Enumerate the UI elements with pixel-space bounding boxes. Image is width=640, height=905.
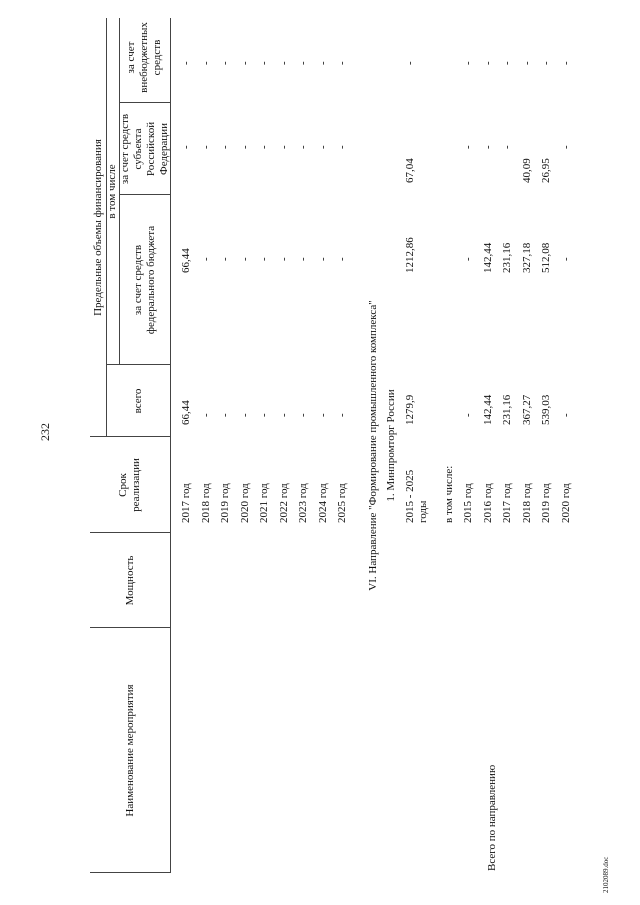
cell-total: - bbox=[238, 413, 251, 417]
table-row bbox=[294, 18, 313, 873]
table-row bbox=[216, 18, 235, 873]
cell-total: 367,27 bbox=[520, 394, 533, 425]
cell-extra: - bbox=[258, 61, 270, 65]
cell-extra: - bbox=[336, 61, 348, 65]
summary-regional: 67,04 bbox=[404, 158, 416, 183]
cell-federal: - bbox=[219, 257, 231, 261]
cell-extra: - bbox=[520, 61, 533, 65]
including-label: в том числе: bbox=[443, 465, 455, 523]
cell-total: 66,44 bbox=[180, 400, 192, 425]
cell-period: 2023 год bbox=[297, 483, 309, 523]
table-row bbox=[518, 18, 537, 873]
table-row bbox=[236, 18, 255, 873]
cell-period: 2016 год bbox=[481, 483, 494, 523]
cell-period: 2015 год bbox=[462, 483, 474, 523]
cell-total: - bbox=[559, 413, 572, 417]
summary-total: 1279,9 bbox=[404, 394, 416, 425]
header-period: Срок реализации bbox=[117, 458, 142, 512]
subsection-title-text: 1. Минпромторг России bbox=[385, 389, 397, 502]
cell-extra: - bbox=[238, 61, 251, 65]
cell-period: 2022 год bbox=[277, 483, 290, 523]
table-row bbox=[177, 18, 196, 873]
cell-regional: - bbox=[316, 145, 329, 149]
rotated-table bbox=[90, 18, 572, 873]
summary-extra: - bbox=[404, 61, 416, 65]
cell-period: 2017 год bbox=[180, 483, 192, 523]
cell-regional: - bbox=[462, 145, 474, 149]
table-row bbox=[557, 18, 576, 873]
cell-regional: - bbox=[180, 145, 192, 149]
cell-regional: - bbox=[258, 145, 270, 149]
cell-regional: - bbox=[297, 145, 309, 149]
cell-extra: - bbox=[540, 61, 552, 65]
header-including: в том числе bbox=[106, 164, 118, 219]
cell-regional: 40,09 bbox=[520, 158, 533, 183]
header-federal: за счет средств федерального бюджета bbox=[131, 225, 157, 335]
cell-federal: - bbox=[277, 257, 290, 261]
cell-federal: 327,18 bbox=[520, 242, 533, 273]
cell-period: 2021 год bbox=[258, 483, 270, 523]
table-row bbox=[498, 18, 517, 873]
cell-extra: - bbox=[316, 61, 329, 65]
section-title-text: VI. Направление "Формирование промышленного комплекса" bbox=[367, 300, 379, 591]
cell-total: - bbox=[336, 413, 348, 417]
cell-period: 2020 год bbox=[238, 483, 251, 523]
cell-extra: - bbox=[481, 61, 494, 65]
cell-total: - bbox=[462, 413, 474, 417]
cell-federal: - bbox=[297, 257, 309, 261]
cell-total: - bbox=[258, 413, 270, 417]
cell-total: - bbox=[316, 413, 329, 417]
cell-total: 142,44 bbox=[481, 394, 494, 425]
cell-total: - bbox=[219, 413, 231, 417]
cell-total: 231,16 bbox=[501, 394, 513, 425]
cell-period: 2018 год bbox=[520, 483, 533, 523]
table-row bbox=[459, 18, 478, 873]
cell-total: - bbox=[277, 413, 290, 417]
table-row bbox=[479, 18, 498, 873]
cell-extra: - bbox=[180, 61, 192, 65]
cell-regional: - bbox=[199, 145, 212, 149]
including-label-row bbox=[440, 18, 459, 873]
header-limits: Предельные объемы финансирования bbox=[91, 139, 104, 316]
cell-period: 2018 год bbox=[199, 483, 212, 523]
header-capacity: Мощность bbox=[123, 555, 136, 606]
cell-regional: - bbox=[219, 145, 231, 149]
cell-period: 2019 год bbox=[219, 483, 231, 523]
cell-regional: 26,95 bbox=[540, 158, 552, 183]
cell-federal: - bbox=[199, 257, 212, 261]
cell-regional: - bbox=[481, 145, 494, 149]
summary-name: Всего по направлению bbox=[486, 764, 498, 871]
cell-extra: - bbox=[219, 61, 231, 65]
cell-extra: - bbox=[199, 61, 212, 65]
table-row bbox=[314, 18, 333, 873]
summary-federal: 1212,86 bbox=[404, 237, 416, 273]
table-row bbox=[333, 18, 352, 873]
cell-federal: - bbox=[316, 257, 329, 261]
cell-federal: - bbox=[238, 257, 251, 261]
cell-federal: - bbox=[336, 257, 348, 261]
header-name: Наименование мероприятия bbox=[123, 684, 136, 817]
table-row bbox=[197, 18, 216, 873]
cell-period: 2019 год bbox=[540, 483, 552, 523]
cell-regional: - bbox=[501, 145, 513, 149]
table-row bbox=[255, 18, 274, 873]
cell-extra: - bbox=[462, 61, 474, 65]
cell-extra: - bbox=[559, 61, 572, 65]
cell-extra: - bbox=[297, 61, 309, 65]
cell-federal: 231,16 bbox=[501, 242, 513, 273]
table-row bbox=[275, 18, 294, 873]
table-row bbox=[537, 18, 556, 873]
cell-period: 2020 год bbox=[559, 483, 572, 523]
header-extrabudget: за счет внебюджетных средств bbox=[125, 22, 163, 93]
cell-period: 2025 год bbox=[336, 483, 348, 523]
subsection-title bbox=[382, 18, 401, 873]
header-regional: за счет средств субъекта Российской Федерации bbox=[118, 113, 170, 185]
document-id: 2102089.doc bbox=[602, 856, 610, 893]
cell-federal: - bbox=[559, 257, 572, 261]
cell-total: - bbox=[199, 413, 212, 417]
cell-extra: - bbox=[501, 61, 513, 65]
section-title bbox=[364, 18, 383, 873]
cell-regional: - bbox=[559, 145, 572, 149]
cell-federal: - bbox=[258, 257, 270, 261]
page-number: 232 bbox=[38, 423, 52, 441]
cell-total: - bbox=[297, 413, 309, 417]
cell-federal: 512,08 bbox=[540, 242, 552, 273]
cell-regional: - bbox=[238, 145, 251, 149]
cell-federal: - bbox=[462, 257, 474, 261]
cell-total: 539,03 bbox=[540, 394, 552, 425]
cell-extra: - bbox=[277, 61, 290, 65]
cell-federal: 142,44 bbox=[481, 242, 494, 273]
cell-federal: 66,44 bbox=[180, 248, 192, 273]
cell-regional: - bbox=[336, 145, 348, 149]
summary-period: 2015 - 2025 годы bbox=[404, 469, 429, 523]
cell-regional: - bbox=[277, 145, 290, 149]
cell-period: 2024 год bbox=[316, 483, 329, 523]
cell-period: 2017 год bbox=[501, 483, 513, 523]
header-total: всего bbox=[131, 388, 144, 414]
